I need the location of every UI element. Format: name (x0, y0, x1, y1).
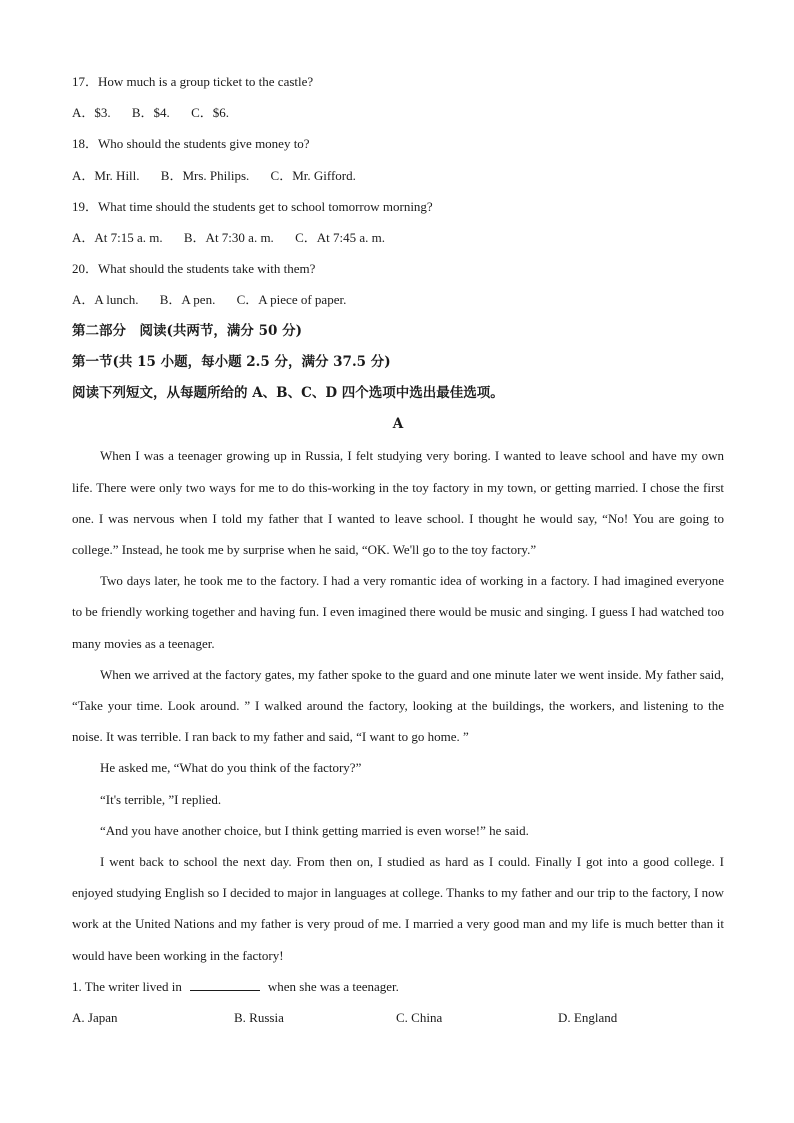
passage-paragraph: I went back to school the next day. From then on, I studied as hard as I could. Finally I got into a good college. I enjoyed studying English so I decided to major in languages at college. Thanks to my father and our trip to the factory, I now work at the United Nations and my father is very proud of me. I married a very good man and my life is much better than it would have been working in the factory! (72, 854, 724, 963)
reading-q1 (72, 971, 724, 1033)
question-text (72, 971, 724, 1002)
option-c: C．A piece of paper. (236, 292, 347, 308)
option-d: D. England (558, 1010, 618, 1026)
question-text: 17．How much is a group ticket to the castle? (72, 74, 314, 89)
option-b: B．A pen. (159, 292, 216, 308)
passage-paragraph: “And you have another choice, but I think getting married is even worse!” he said. (100, 822, 529, 838)
passage (72, 440, 724, 970)
option-b: B．Mrs. Philips. (160, 167, 250, 183)
question-options (72, 97, 724, 128)
listening-q17 (72, 66, 724, 128)
option-c: C．$6. (191, 105, 229, 121)
passage-paragraph: “It's terrible, ”I replied. (100, 791, 222, 807)
passage-paragraph: When we arrived at the factory gates, my father spoke to the guard and one minute later we went inside. My father said, “Take your time. Look around. ” I walked around the factory, looking at the buildings, the workers, and listening to the noise. It was terrible. I ran back to my father and said, “I want to go home. ” (72, 666, 724, 745)
passage-paragraph: Two days later, he took me to the factory. I had a very romantic idea of working in a factory. I had imagined everyone to be friendly working together and having fun. I even imagined there would be music and singing. I guess I had watched too many movies as a teenager. (72, 573, 724, 651)
question-stem-before: 1. The writer lived in (72, 978, 182, 994)
question-text: 18．Who should the students give money to? (72, 136, 310, 152)
option-a: A．$3. (72, 105, 111, 121)
question-options (72, 1002, 724, 1033)
part-title: 第二部分 阅读(共两节，满分 50 分) (72, 322, 302, 339)
option-a: A．At 7:15 a. m. (72, 230, 163, 246)
passage-paragraph: He asked me, “What do you think of the factory?” (100, 760, 362, 776)
question-stem-after: when she was a teenager. (267, 978, 399, 994)
listening-q18 (72, 128, 724, 190)
option-a: A. Japan (72, 1010, 118, 1026)
listening-q19 (72, 191, 724, 253)
option-c: C. China (396, 1010, 443, 1026)
question-text: 20．What should the students take with them? (72, 261, 316, 277)
passage-label: A (392, 416, 404, 433)
question-options (72, 222, 724, 253)
question-options (72, 284, 724, 315)
section-subtitle: 第一节(共 15 小题，每小题 2.5 分，满分 37.5 分) (72, 353, 391, 370)
option-a: A．Mr. Hill. (72, 167, 140, 183)
passage-paragraph: When I was a teenager growing up in Russia, I felt studying very boring. I wanted to leave school and have my own life. There were only two ways for me to do this-working in the toy factory in my town, or getting married. I chose the first one. I was nervous when I told my father that I wanted to leave school. I thought he would say, “No! You are going to college.” Instead, he took me by surprise when he said, “OK. We'll go to the toy factory.” (72, 448, 724, 558)
option-c: C．At 7:45 a. m. (295, 230, 385, 246)
listening-q20 (72, 253, 724, 315)
option-b: B．$4. (131, 105, 170, 121)
option-b: B. Russia (234, 1010, 284, 1026)
instruction: 阅读下列短文，从每题所给的 A、B、C、D 四个选项中选出最佳选项。 (72, 385, 504, 402)
option-c: C．Mr. Gifford. (270, 167, 356, 183)
option-b: B．At 7:30 a. m. (183, 230, 274, 246)
answer-blank (190, 977, 260, 991)
option-a: A．A lunch. (72, 292, 139, 308)
question-options (72, 160, 724, 191)
question-text: 19．What time should the students get to school tomorrow morning? (72, 198, 433, 214)
